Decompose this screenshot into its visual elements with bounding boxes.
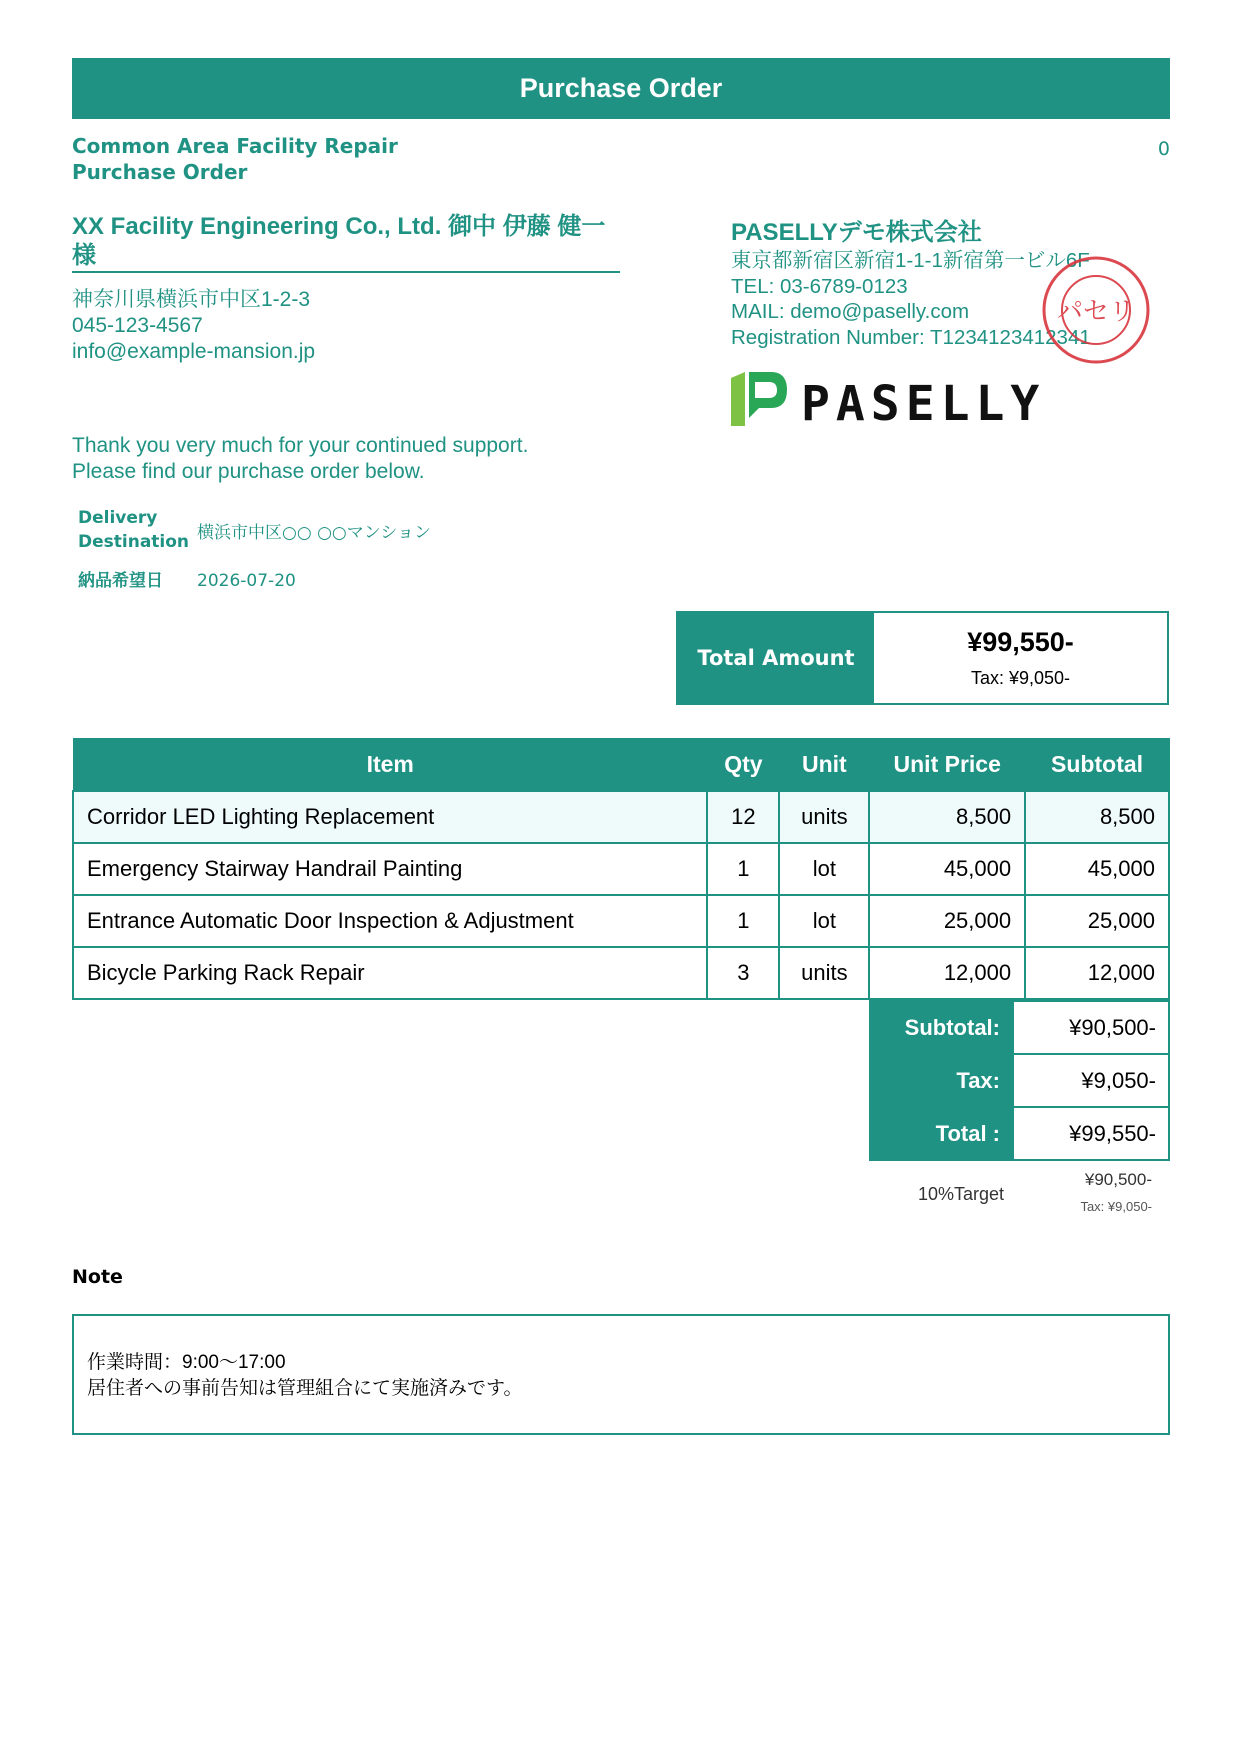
tax-row bbox=[870, 1054, 1169, 1107]
cell-unit-price: 12,000 bbox=[869, 947, 1025, 999]
cell-unit: units bbox=[779, 791, 869, 843]
tax-breakdown-tax: Tax: ¥9,050- bbox=[1080, 1199, 1152, 1214]
header-qty: Qty bbox=[707, 739, 779, 792]
total-amount-label: Total Amount bbox=[678, 613, 874, 703]
paselly-logo-icon bbox=[731, 370, 1061, 430]
company-seal-icon bbox=[1040, 254, 1152, 366]
delivery-date-row bbox=[74, 557, 435, 596]
recipient-email: info@example-mansion.jp bbox=[72, 340, 316, 363]
cell-qty: 1 bbox=[707, 895, 779, 947]
table-row bbox=[73, 895, 1169, 947]
delivery-destination-label bbox=[74, 503, 193, 557]
delivery-info bbox=[74, 503, 435, 596]
sender-mail: MAIL: demo@paselly.com bbox=[731, 300, 970, 323]
cell-unit: lot bbox=[779, 895, 869, 947]
cell-subtotal: 25,000 bbox=[1025, 895, 1169, 947]
delivery-destination-value: 横浜市中区○○ ○○マンション bbox=[197, 522, 432, 543]
greeting bbox=[72, 433, 528, 485]
cell-unit-price: 25,000 bbox=[869, 895, 1025, 947]
cell-qty: 1 bbox=[707, 843, 779, 895]
greeting-line-1: Thank you very much for your continued support. bbox=[72, 434, 529, 457]
header-unit-price: Unit Price bbox=[869, 739, 1025, 792]
note-label: Note bbox=[72, 1266, 123, 1288]
page-title bbox=[72, 58, 1170, 119]
total-row bbox=[870, 1107, 1169, 1160]
note-line-2: 居住者への事前告知は管理組合にて実施済みです。 bbox=[87, 1378, 523, 1399]
recipient-address: 神奈川県横浜市中区1-2-3 bbox=[72, 288, 311, 311]
cell-item: Corridor LED Lighting Replacement bbox=[73, 791, 707, 843]
table-row bbox=[73, 947, 1169, 999]
total-amount-tax: Tax: ¥9,050- bbox=[970, 668, 1071, 688]
totals-table bbox=[869, 1000, 1170, 1161]
sender-tel: TEL: 03-6789-0123 bbox=[731, 274, 908, 298]
seal-text: パセリ bbox=[1056, 297, 1136, 327]
cell-subtotal: 8,500 bbox=[1025, 791, 1169, 843]
header-item: Item bbox=[73, 739, 707, 792]
tax-label: Tax: bbox=[870, 1054, 1013, 1107]
cell-qty: 3 bbox=[707, 947, 779, 999]
recipient-underline bbox=[72, 271, 620, 273]
sender-address: 東京都新宿区新宿1-1-1新宿第一ビル6F bbox=[731, 249, 1090, 272]
cell-qty: 12 bbox=[707, 791, 779, 843]
page-title-text: Purchase Order bbox=[519, 73, 723, 103]
cell-unit-price: 8,500 bbox=[869, 791, 1025, 843]
delivery-date-label: 納品希望日 bbox=[78, 571, 163, 591]
sender-info bbox=[731, 248, 1091, 350]
total-amount-box bbox=[676, 611, 1169, 705]
logo-text: PASELLY bbox=[801, 376, 1046, 430]
subtotal-row bbox=[870, 1001, 1169, 1054]
note-box bbox=[72, 1314, 1170, 1435]
cell-subtotal: 45,000 bbox=[1025, 843, 1169, 895]
subtotal-label: Subtotal: bbox=[870, 1001, 1013, 1054]
delivery-label-line-2: Destination bbox=[78, 532, 190, 552]
tax-value: ¥9,050- bbox=[1013, 1054, 1169, 1107]
cell-unit: lot bbox=[779, 843, 869, 895]
order-subject: Common Area Facility Repair Purchase Order bbox=[72, 134, 398, 184]
tax-breakdown-base: ¥90,500- bbox=[1084, 1170, 1152, 1189]
delivery-destination-row bbox=[74, 503, 435, 557]
sender-registration: Registration Number: T1234123412341 bbox=[731, 325, 1091, 349]
cell-subtotal: 12,000 bbox=[1025, 947, 1169, 999]
greeting-line-2: Please find our purchase order below. bbox=[72, 460, 425, 483]
total-amount-value-cell bbox=[874, 613, 1167, 703]
cell-item: Emergency Stairway Handrail Painting bbox=[73, 843, 707, 895]
sender-name: PASELLYデモ株式会社 bbox=[731, 219, 982, 246]
total-value: ¥99,550- bbox=[1013, 1107, 1169, 1160]
items-header-row bbox=[73, 739, 1169, 792]
cell-unit-price: 45,000 bbox=[869, 843, 1025, 895]
tax-breakdown-label: 10%Target bbox=[918, 1184, 1005, 1204]
total-amount-value: ¥99,550- bbox=[967, 627, 1074, 657]
table-row bbox=[73, 791, 1169, 843]
delivery-label-line-1: Delivery bbox=[78, 508, 158, 528]
cell-unit: units bbox=[779, 947, 869, 999]
cell-item: Bicycle Parking Rack Repair bbox=[73, 947, 707, 999]
note-line-1: 作業時間：9:00〜17:00 bbox=[87, 1352, 286, 1373]
cell-item: Entrance Automatic Door Inspection & Adjustment bbox=[73, 895, 707, 947]
recipient-name: XX Facility Engineering Co., Ltd. 御中 伊藤 健一 様 bbox=[72, 213, 606, 269]
table-row bbox=[73, 843, 1169, 895]
delivery-date-value: 2026-07-20 bbox=[197, 571, 296, 591]
total-label: Total : bbox=[870, 1107, 1013, 1160]
recipient-info bbox=[72, 287, 315, 365]
document-number: 0 bbox=[1157, 138, 1170, 160]
header-subtotal: Subtotal bbox=[1025, 739, 1169, 792]
header-unit: Unit bbox=[779, 739, 869, 792]
recipient-phone: 045-123-4567 bbox=[72, 314, 203, 337]
items-table bbox=[72, 738, 1170, 1000]
subtotal-value: ¥90,500- bbox=[1013, 1001, 1169, 1054]
